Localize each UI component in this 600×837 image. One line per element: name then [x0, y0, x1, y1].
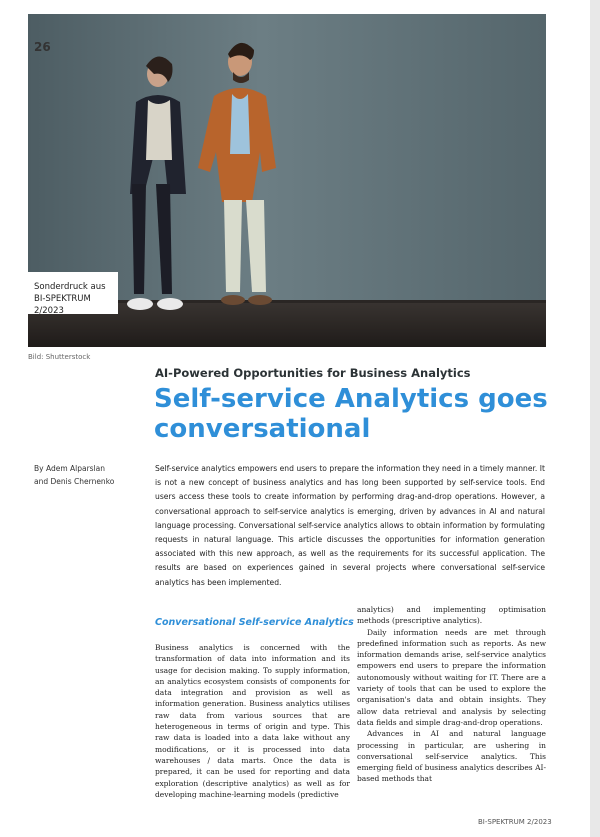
article-abstract: Self-service analytics empowers end users to prepare the information they need in a timely manner. It is not a new concept of business analytics and has long been supported by self-service tools. End users access these tools to create information by performing drag-and-drop operations. However, a conversational approach to self-service analytics is emerging, driven by advances in AI and natural language processing. Conversational self-service analytics allows to obtain information by formulating requests in natural language. This article discusses the opportunities for information generation associated with this new approach, as well as the requirements for its successful application. The results are based on experiences gained in several projects where conversational self-service analytics has been implemented. [155, 464, 545, 587]
image-credit: Bild: Shutterstock [28, 353, 91, 361]
page-footer: BI-SPEKTRUM 2/2023 [478, 818, 552, 826]
body-paragraph: analytics) and implementing optimisation methods (prescriptive analytics). [357, 605, 546, 626]
byline-line: By Adem Alparslan [34, 464, 106, 473]
reprint-notice-line: Sonderdruck aus [34, 282, 106, 292]
byline-line: and Denis Chernenko [34, 477, 115, 486]
reprint-notice [28, 272, 118, 314]
body-column-left [155, 642, 350, 800]
article-kicker: AI-Powered Opportunities for Business Analytics [155, 366, 471, 380]
reprint-notice-line: BI-SPEKTRUM 2/2023 [34, 294, 91, 316]
page-number: 26 [34, 40, 51, 54]
body-column-right [357, 604, 546, 785]
article-title: Self-service Analytics goes conversational [154, 384, 548, 444]
body-paragraph: Advances in AI and natural language processing in particular, are ushering in conversational self-service analytics. This emerging field of business analytics describes AI-based methods that [357, 729, 546, 784]
section-heading: Conversational Self-service Analytics [155, 617, 354, 628]
author-byline [34, 462, 144, 488]
page-edge-tab [590, 0, 600, 837]
body-paragraph: Business analytics is concerned with the transformation of data into information and its usage for decision making. To supply information, an analytics ecosystem consists of components for data integration and provision as well as information generation. Business analytics utilises raw data from various sources that are heterogeneous in terms of origin and type. This raw data is loaded into a data lake without any modifications, or it is processed into data warehouses / data marts. Once the data is prepared, it can be used for reporting and data exploration (descriptive analytics) as well as for developing machine-learning models (predictive [155, 643, 350, 799]
body-paragraph: Daily information needs are met through predefined information such as reports. As new information demands arise, self-service analytics empowers end users to prepare the information autonomously without waiting for IT. There are a variety of tools that can be used to explore the organisation's data and obtain insights. They allow data retrieval and analysis by selecting data fields and simple drag-and-drop operations. [357, 627, 546, 727]
